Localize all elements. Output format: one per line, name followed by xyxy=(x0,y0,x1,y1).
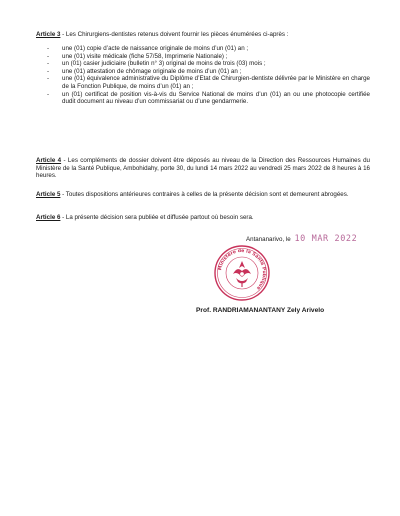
article-3-list xyxy=(36,45,370,106)
place-date-line xyxy=(246,235,357,244)
list-item xyxy=(36,68,370,76)
list-item xyxy=(36,75,370,90)
bullet-dash: - xyxy=(47,75,50,83)
article-3-text: - Les Chirurgiens-dentistes retenus doivent fournir les pièces énumérées ci-après : xyxy=(60,31,289,38)
article-6-text: - La présente décision sera publiée et diffusée partout où besoin sera. xyxy=(60,214,254,221)
official-seal-icon xyxy=(213,244,271,302)
seal-text: Ministère de la Santé Publique xyxy=(218,248,267,291)
list-item-text: une (01) équivalence administrative du Diplôme d’Etat de Chirurgien-dentiste délivrée par le Ministère en charge de la Fonction Publique, de moins d’un (01) an ; xyxy=(62,75,370,90)
list-item-text: une (01) attestation de chômage originale de moins d’un (01) an ; xyxy=(62,67,242,75)
list-item-text: un (01) casier judiciaire (bulletin n° 3) original de moins de trois (03) mois ; xyxy=(62,60,266,68)
bullet-dash: - xyxy=(47,52,50,60)
bullet-dash: - xyxy=(47,90,50,98)
article-4-text: - Les compléments de dossier doivent être déposés au niveau de la Direction des Ressources Humaines du Ministère de la Santé Publique, Ambohidahy, porte 30, du lundi 14 mars 2022 au vendredi 25 mars 2022 de 8 heures à 16 heures. xyxy=(36,157,370,180)
bullet-dash: - xyxy=(47,45,50,52)
bullet-dash: - xyxy=(47,60,50,68)
article-5-paragraph xyxy=(36,191,370,199)
date-stamp: 10 MAR 2022 xyxy=(294,234,358,244)
list-item-text: une (01) copie d’acte de naissance originale de moins d’un (01) an ; xyxy=(62,45,249,52)
list-item xyxy=(36,45,370,53)
article-5-text: - Toutes dispositions antérieures contraires à celles de la présente décision sont et demeurent abrogées. xyxy=(60,191,349,198)
list-item-text: une (01) visite médicale (fiche 57/58, Imprimerie Nationale) ; xyxy=(62,52,228,60)
article-6-title: Article 6 xyxy=(36,214,61,221)
article-6-paragraph xyxy=(36,214,370,222)
bullet-dash: - xyxy=(47,67,50,75)
list-item xyxy=(36,91,370,106)
article-3-title: Article 3 xyxy=(36,31,61,38)
signatory-name: Prof. RANDRIAMANANTANY Zely Arivelo xyxy=(196,307,325,314)
place-text: Antananarivo, le xyxy=(246,236,291,243)
list-item xyxy=(36,53,370,61)
article-4-paragraph xyxy=(36,157,370,180)
article-4-title: Article 4 xyxy=(36,157,62,164)
list-item xyxy=(36,60,370,68)
list-item-text: un (01) certificat de position vis-à-vis du Service National de moins d’un (01) an ou une photocopie certifiée dudit document au niveau d’un commissariat ou d’une gendarmerie. xyxy=(62,90,370,106)
article-3-paragraph xyxy=(36,31,370,39)
article-5-title: Article 5 xyxy=(36,191,61,198)
